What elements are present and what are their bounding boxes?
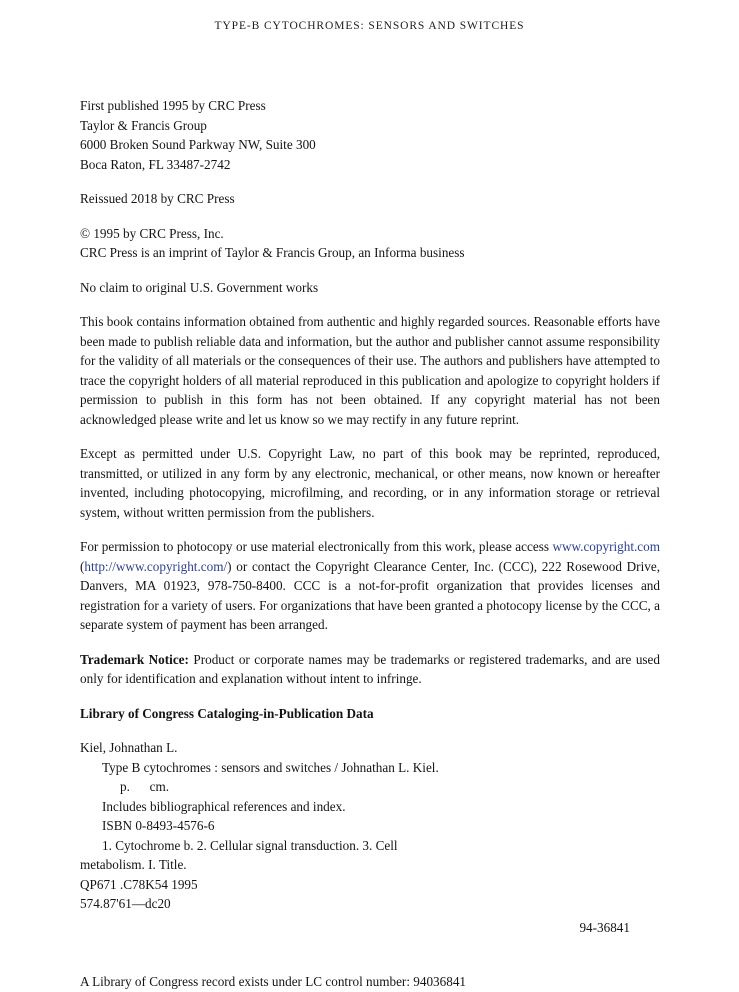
imprint-block — [80, 96, 660, 174]
reissue-line: Reissued 2018 by CRC Press — [80, 191, 235, 206]
trademark-label: Trademark Notice: — [80, 651, 189, 667]
imprint-line: First published 1995 by CRC Press — [80, 98, 266, 113]
lc-record-footnote: A Library of Congress record exists under LC control number: 94036841 — [80, 974, 467, 989]
permission-paragraph — [80, 537, 660, 635]
disclaimer-paragraph: This book contains information obtained from authentic and highly regarded sources. Reasonable efforts have been made to publish reliable data and information, but the author and publisher cannot assume responsibility for the validity of all materials or the consequences of their use. The authors and publishers have attempted to trace the copyright holders of all material reproduced in this publication and apologize to copyright holders if permission to publish in this form has not been obtained. If any copyright material has not been acknowledged please write and let us know so we may rectify in any future reprint. — [80, 314, 660, 427]
copyright-line: CRC Press is an imprint of Taylor & Francis Group, an Informa business — [80, 245, 465, 260]
no-claim-block — [80, 278, 660, 298]
lccn-line: Type B cytochromes : sensors and switches / Johnathan L. Kiel. — [102, 759, 439, 775]
trademark-paragraph — [80, 650, 660, 689]
copyright-com-link[interactable]: www.copyright.com — [552, 539, 660, 554]
permission-prefix: For permission to photocopy or use material electronically from this work, please access — [80, 539, 553, 554]
copyright-page-content — [80, 96, 660, 936]
copyright-block — [80, 224, 660, 263]
copyright-line: © 1995 by CRC Press, Inc. — [80, 225, 224, 241]
lccn-line: Kiel, Johnathan L. — [80, 740, 178, 755]
reissue-block — [80, 189, 660, 209]
permission-suffix: or contact the Copyright Clearance Center, Inc. (CCC), 222 Rosewood Drive, Danvers, MA 01923, 978-750-8400. CCC is a not-for-profit organization that provides licenses and registration for a variety of users. For organizations that have been granted a photocopy license by the CCC, a separate system of payment has been arranged. — [80, 558, 660, 632]
lccn-heading: Library of Congress Cataloging-in-Publication Data — [80, 705, 374, 721]
imprint-line: 6000 Broken Sound Parkway NW, Suite 300 — [80, 137, 316, 152]
permission-paren-close: ) — [227, 558, 232, 574]
lccn-line: metabolism. I. Title. — [80, 857, 187, 872]
lccn-line: 574.87'61—dc20 — [80, 896, 171, 911]
lccn-line: Includes bibliographical references and index. — [102, 798, 346, 814]
lccn-line: 1. Cytochrome b. 2. Cellular signal transduction. 3. Cell — [102, 837, 398, 853]
copyright-com-url-link[interactable]: http://www.copyright.com/ — [84, 558, 228, 574]
running-head: TYPE-B CYTOCHROMES: SENSORS AND SWITCHES — [214, 20, 525, 32]
lccn-line: p. cm. — [120, 779, 170, 794]
lccn-block — [80, 738, 660, 914]
lccn-line: ISBN 0-8493-4576-6 — [102, 818, 215, 833]
trademark-text: Product or corporate names may be trademarks or registered trademarks, and are used only for identification and explanation without intent to infringe. — [80, 651, 660, 686]
permission-paren-open: ( — [80, 558, 85, 574]
imprint-line: Boca Raton, FL 33487-2742 — [80, 156, 231, 172]
imprint-line: Taylor & Francis Group — [80, 117, 207, 133]
lccn-line: QP671 .C78K54 1995 — [80, 876, 198, 892]
card-number: 94-36841 — [579, 919, 630, 935]
reprint-rights-paragraph: Except as permitted under U.S. Copyright Law, no part of this book may be reprinted, reproduced, transmitted, or utilized in any form by any electronic, mechanical, or other means, now known or hereafter invented, including photocopying, microfilming, and recording, or in any information storage or retrieval system, without written permission from the publishers. — [80, 446, 660, 520]
no-claim-line: No claim to original U.S. Government works — [80, 279, 319, 295]
